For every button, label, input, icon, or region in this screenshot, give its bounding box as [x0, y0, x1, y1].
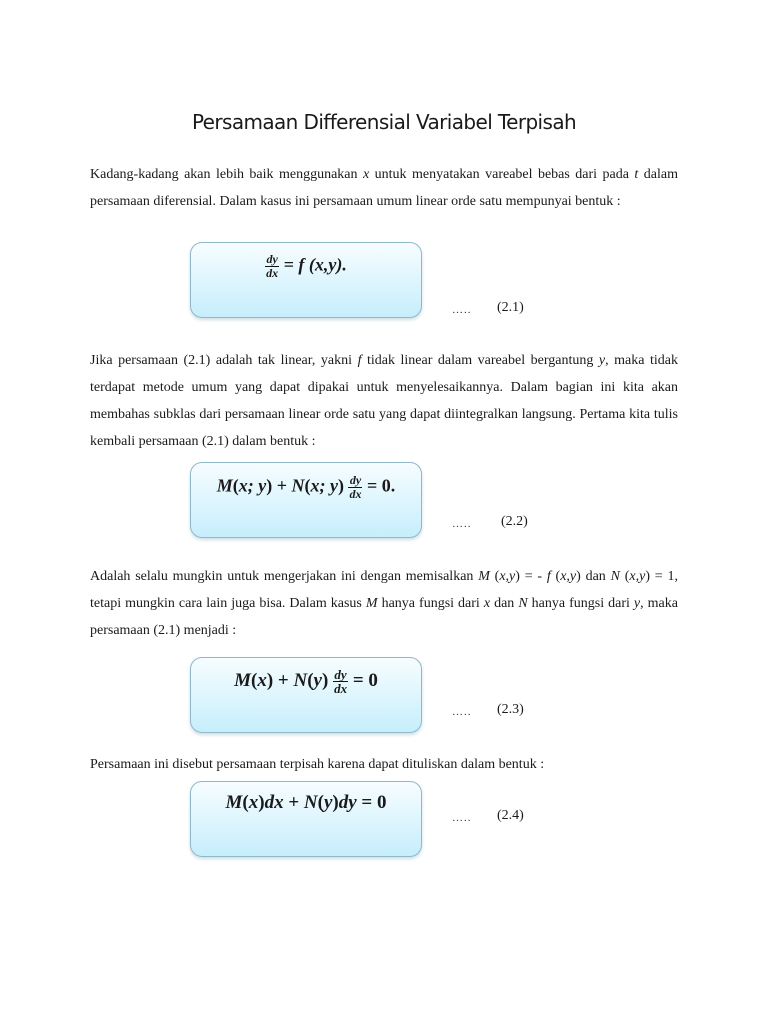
equation-dots: ….. — [452, 812, 472, 824]
page-title: Persamaan Differensial Variabel Terpisah — [191, 110, 577, 134]
equation-2-3: M(x) + N(y) $\frac{dy}{dx}$ = 0 — [234, 667, 378, 696]
equation-2-1: $\frac{dy}{dx}$ = f (x,y). — [266, 252, 347, 280]
equation-2-2: M(x; y) + N(x; y) $\frac{dy}{dx}$ = 0. — [216, 473, 396, 501]
equation-box-2-1 — [190, 242, 422, 318]
paragraph-intro: Kadang-kadang akan lebih baik menggunakan x untuk menyatakan vareabel bebas dari pada t dalam persamaan diferensial. Dalam kasus ini persamaan umum linear orde satu mempunyai bentuk : — [90, 167, 678, 209]
fraction-dy-dx: $\frac{dy}{dx}$ — [334, 667, 348, 696]
equation-dots: ….. — [452, 304, 472, 316]
equation-box-2-4 — [190, 781, 422, 857]
equation-dots: ….. — [452, 706, 472, 718]
equation-dots: ….. — [452, 518, 472, 530]
paragraph-separated-form: Persamaan ini disebut persamaan terpisah karena dapat dituliskan dalam bentuk : — [90, 757, 545, 772]
fraction-dy-dx: $\frac{dy}{dx}$ — [349, 473, 362, 501]
fraction-dy-dx: $\frac{dy}{dx}$ — [266, 252, 279, 280]
equation-number: (2.2) — [501, 514, 528, 529]
equation-number: (2.1) — [497, 300, 524, 315]
equation-number: (2.3) — [497, 702, 524, 717]
equation-number: (2.4) — [497, 808, 524, 823]
equation-2-4: M(x)dx + N(y)dy = 0 — [225, 792, 387, 813]
paragraph-nonlinear: Jika persamaan (2.1) adalah tak linear, yakni f tidak linear dalam vareabel bergantung y, maka tidak terdapat metode umum yang dapat dipakai untuk menyelesaikannya. Dalam bagian ini kita akan membahas subklas dari persamaan linear orde satu yang dapat diintegralkan langsung. Pertama kita tulis kembali persamaan (2.1) dalam bentuk : — [90, 353, 679, 449]
equation-box-2-3 — [190, 657, 422, 733]
equation-box-2-2 — [190, 462, 422, 538]
paragraph-separation: Adalah selalu mungkin untuk mengerjakan ini dengan memisalkan M (x,y) = - f (x,y) dan N (x,y) = 1, tetapi mungkin cara lain juga bisa. Dalam kasus M hanya fungsi dari x dan N hanya fungsi dari y, maka persamaan (2.1) menjadi : — [90, 569, 678, 638]
